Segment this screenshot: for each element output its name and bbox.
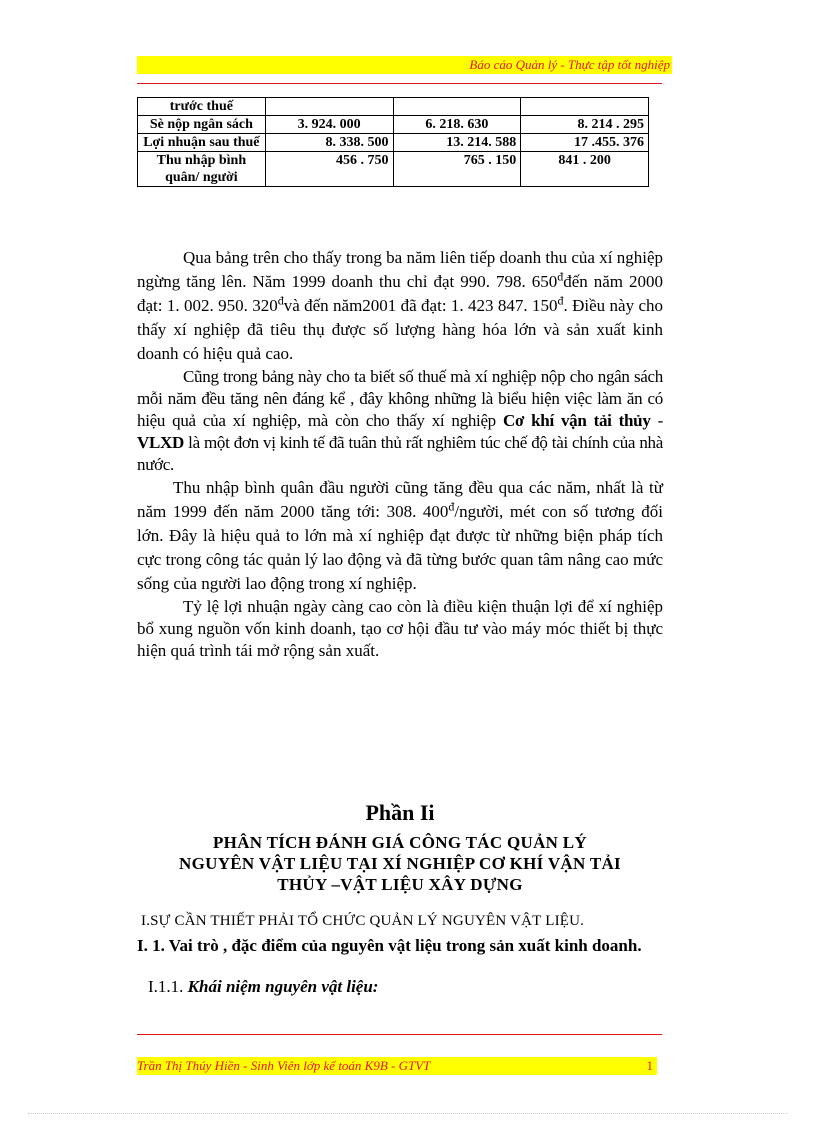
cell-value: 8. 214 . 295 — [521, 116, 649, 134]
cell-value: 17 .455. 376 — [521, 134, 649, 152]
cell-value: 13. 214. 588 — [393, 134, 521, 152]
paragraph-tax: Cũng trong bảng này cho ta biết số thuế mà xí nghiệp nộp cho ngân sách mỗi năm đều tăng nên đáng kể , đây không những là biểu hiện việc làm ăn có hiệu quả của xí nghiệp, mà còn cho thấy xí nghiệp Cơ khí vận tải thủy - VLXD là một đơn vị kinh tế đã tuân thủ rất nghiêm túc chế độ tài chính của nhà nước. — [137, 367, 663, 474]
table-row — [138, 152, 649, 187]
header-divider — [137, 83, 662, 84]
cell-value: 841 . 200 — [521, 152, 649, 187]
row-label: Thu nhập bình quân/ người — [138, 152, 266, 187]
cell-value — [393, 98, 521, 116]
footer-divider — [137, 1034, 662, 1035]
cell-value — [521, 98, 649, 116]
table-row — [138, 134, 649, 152]
page-number: 1 — [646, 1058, 653, 1073]
body-text — [137, 246, 663, 662]
financial-table — [137, 97, 649, 187]
part-subtitle: PHÂN TÍCH ĐÁNH GIÁ CÔNG TÁC QUẢN LÝ NGUYÊN VẬT LIỆU TẠI XÍ NGHIỆP CƠ KHÍ VẬN TẢI THỦY –VẬT LIỆU XÂY DỰNG — [179, 833, 621, 894]
heading-section-I-1: I. 1. Vai trò , đặc điểm của nguyên vật liệu trong sản xuất kinh doanh. — [137, 936, 642, 955]
header-title: Báo cáo Quản lý - Thực tập tốt nghiệp — [469, 57, 670, 72]
row-label: trước thuế — [138, 98, 266, 116]
row-label: Lợi nhuận sau thuế — [138, 134, 266, 152]
page-edge — [28, 1113, 788, 1114]
paragraph-profit: Tỷ lệ lợi nhuận ngày càng cao còn là điều kiện thuận lợi để xí nghiệp bổ xung nguồn vốn kinh doanh, tạo cơ hội đầu tư vào máy móc thiết bị thực hiện quá trình tái mở rộng sản xuất. — [137, 597, 663, 660]
cell-value: 456 . 750 — [265, 152, 393, 187]
cell-value — [265, 98, 393, 116]
cell-value: 3. 924. 000 — [265, 116, 393, 134]
cell-value: 8. 338. 500 — [265, 134, 393, 152]
paragraph-income: Thu nhập bình quân đầu người cũng tăng đều qua các năm, nhất là từ năm 1999 đến năm 2000 tăng tới: 308. $400^đ$/người, mét con số tương đối lớn. Đây là hiệu quả to lớn mà xí nghiệp đạt được từ những biện pháp tích cực trong công tác quản lý lao động và đã từng bước quan tâm nâng cao mức sống của người lao động trong xí nghiệp. — [137, 478, 664, 593]
part-title: Phần Ii — [365, 800, 435, 825]
table-row — [138, 116, 649, 134]
cell-value: 6. 218. 630 — [393, 116, 521, 134]
row-label: Sè nộp ngân sách — [138, 116, 266, 134]
footer-author: Trần Thị Thúy Hiền - Sinh Viên lớp kế toán K9B - GTVT — [137, 1058, 431, 1073]
header-bar — [137, 56, 672, 74]
footer-bar — [137, 1057, 657, 1075]
paragraph-revenue: Qua bảng trên cho thấy trong ba năm liên tiếp doanh thu của xí nghiệp ngừng tăng lên. Năm 1999 doanh thu chỉ đạt 990. 798. $650^đđến$ năm 2000 đạt: 1. 002. 950. $320^đvà$ đến năm2001 đã đạt: 1. 423 847. $150^đ$. Điều này cho thấy xí nghiệp đã tiêu thụ được số lượng hàng hóa lớn và sản xuất kinh doanh có hiệu quả cao. — [137, 248, 663, 363]
table-row — [138, 98, 649, 116]
heading-section-I: I.SỰ CẦN THIẾT PHẢI TỔ CHỨC QUẢN LÝ NGUYÊN VẬT LIỆU. — [141, 913, 585, 929]
cell-value: 765 . 150 — [393, 152, 521, 187]
heading-section-I-1-1: I.1.1. Khái niệm nguyên vật liệu: — [148, 977, 379, 996]
